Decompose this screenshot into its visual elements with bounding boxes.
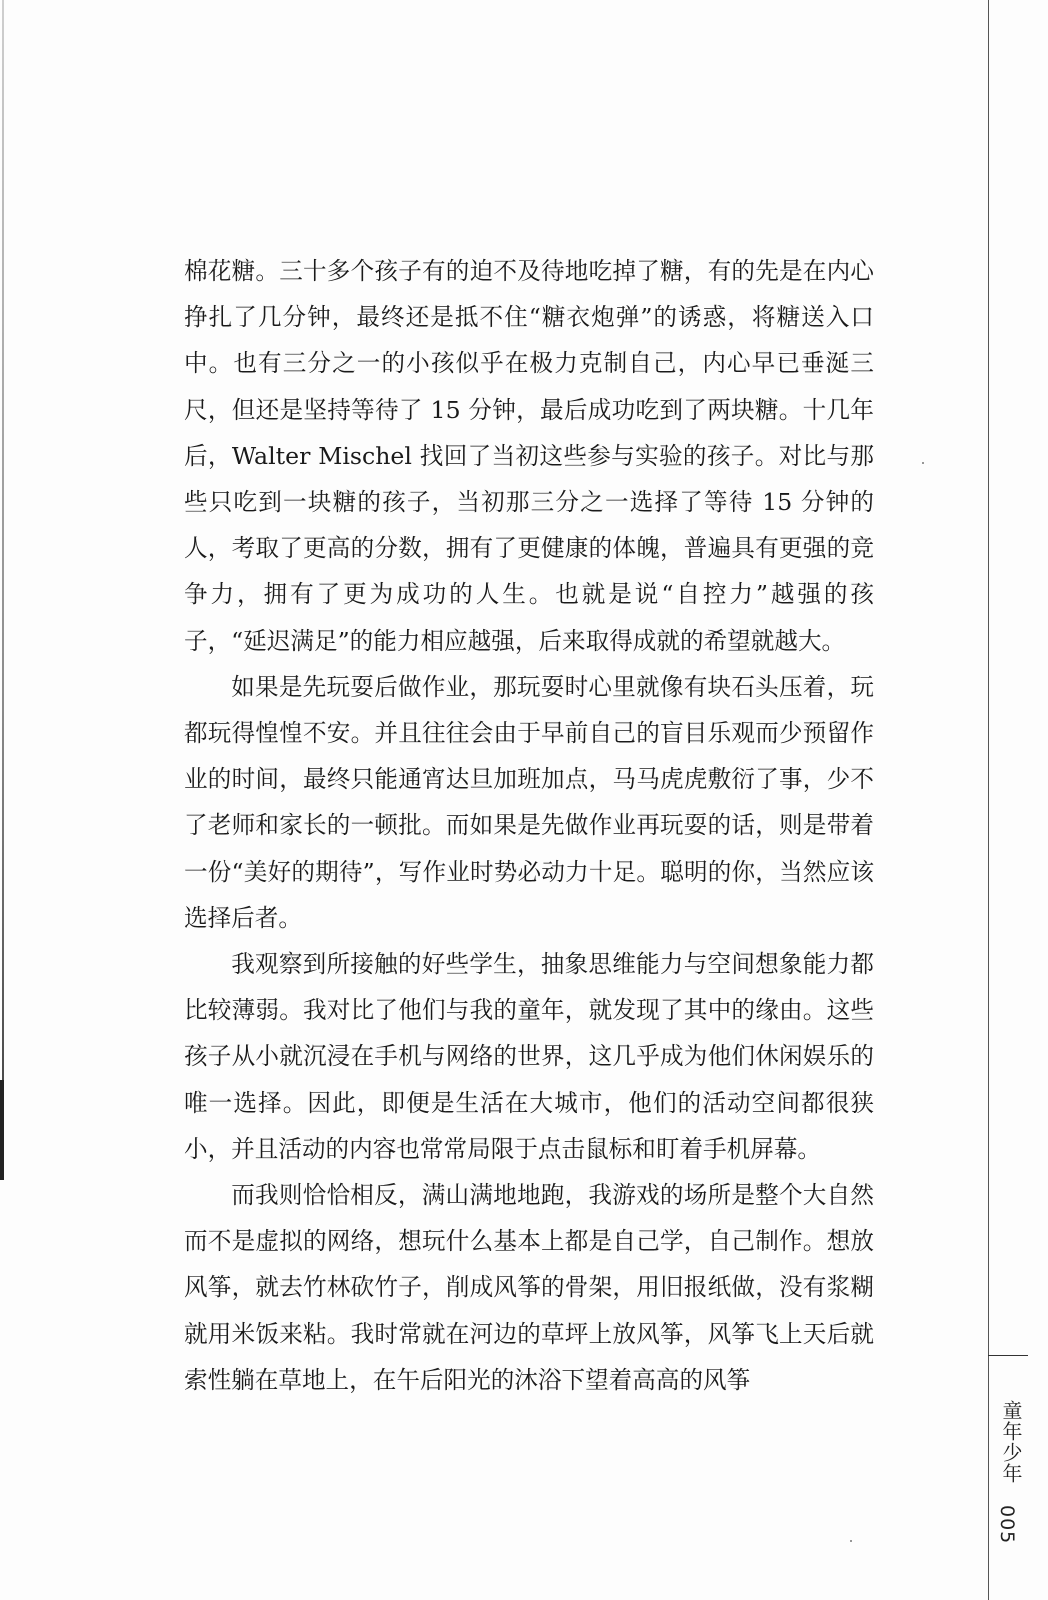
scan-speck	[850, 1540, 852, 1542]
page-number: 005	[996, 1505, 1018, 1545]
paragraph-continued: 棉花糖。三十多个孩子有的迫不及待地吃掉了糖，有的先是在内心挣扎了几分钟，最终还是抵不住“糖衣炮弹”的诱惑，将糖送入口中。也有三分之一的小孩似乎在极力克制自己，内心早已垂涎三尺，但还是坚持等待了 15 分钟，最后成功吃到了两块糖。十几年后，Walter Mischel 找回了当初这些参与实验的孩子。对比与那些只吃到一块糖的孩子，当初那三分之一选择了等待 15 分钟的人，考取了更高的分数，拥有了更健康的体魄，普遍具有更强的竞争力，拥有了更为成功的人生。也就是说“自控力”越强的孩子，“延迟满足”的能力相应越强，后来取得成就的希望就越大。	[184, 257, 874, 655]
margin-rule	[988, 0, 989, 1600]
page-edge-shadow	[2, 0, 4, 1180]
paragraph: 如果是先玩耍后做作业，那玩耍时心里就像有块石头压着，玩都玩得惶惶不安。并且往往会由于早前自己的盲目乐观而少预留作业的时间，最终只能通宵达旦加班加点，马马虎虎敷衍了事，少不了老师和家长的一顿批。而如果是先做作业再玩耍的话，则是带着一份“美好的期待”，写作业时势必动力十足。聪明的你，当然应该选择后者。	[184, 672, 874, 932]
scan-speck	[922, 462, 924, 464]
body-text	[184, 248, 874, 1403]
paragraph: 而我则恰恰相反，满山满地地跑，我游戏的场所是整个大自然而不是虚拟的网络，想玩什么基本上都是自己学，自己制作。想放风筝，就去竹林砍竹子，削成风筝的骨架，用旧报纸做，没有浆糊就用米饭来粘。我时常就在河边的草坪上放风筝，风筝飞上天后就索性躺在草地上，在午后阳光的沐浴下望着高高的风筝	[184, 1181, 874, 1394]
running-header-title: 童年少年	[999, 1400, 1023, 1484]
page-edge-mark	[0, 1080, 4, 1180]
margin-divider	[988, 1355, 1028, 1356]
paragraph: 我观察到所接触的好些学生，抽象思维能力与空间想象能力都比较薄弱。我对比了他们与我的童年，就发现了其中的缘由。这些孩子从小就沉浸在手机与网络的世界，这几乎成为他们休闲娱乐的唯一选择。因此，即便是生活在大城市，他们的活动空间都很狭小，并且活动的内容也常常局限于点击鼠标和盯着手机屏幕。	[184, 950, 874, 1163]
